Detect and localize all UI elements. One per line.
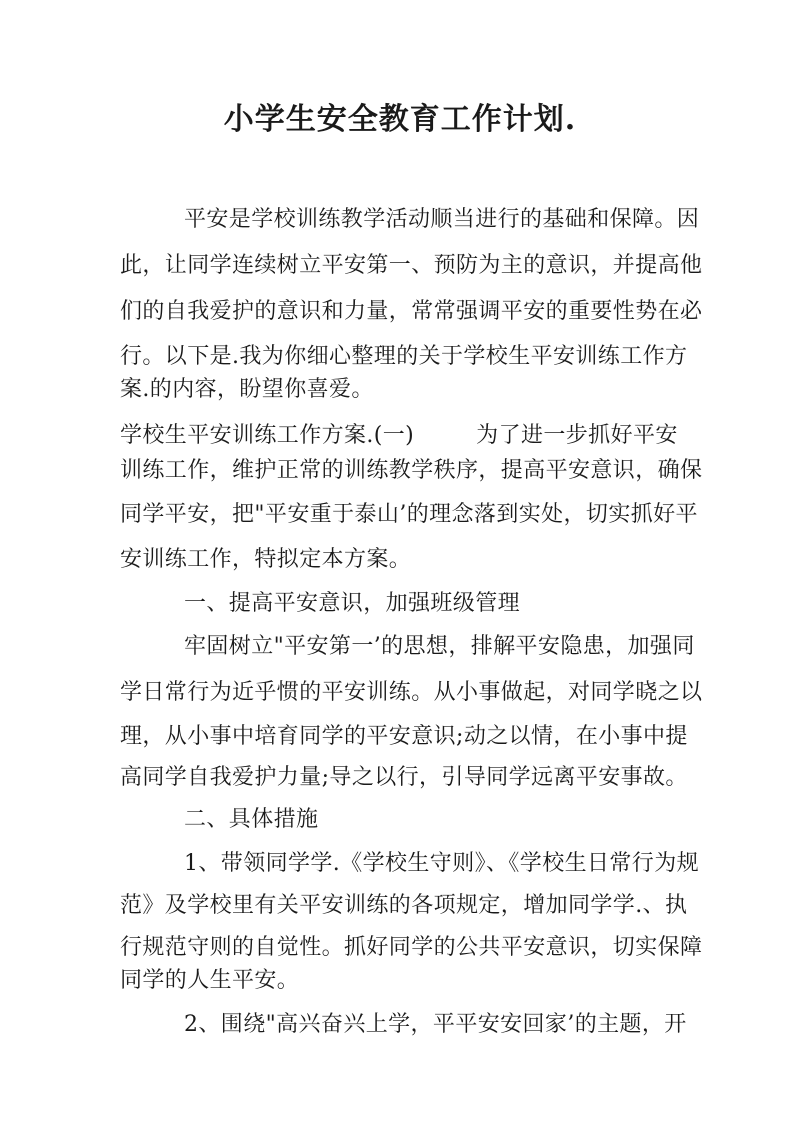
paragraph-line: 学日常行为近乎惯的平安训练。从小事做起，对同学晓之以	[120, 680, 703, 705]
section-heading: 学校生平安训练工作方案.(一)	[120, 423, 415, 448]
paragraph-line: 行。以下是.我为你细心整理的关于学校生平安训练工作方	[120, 344, 688, 369]
paragraph-line: 2、围绕"高兴奋兴上学，平平安安回家’的主题，开	[184, 1012, 687, 1037]
paragraph-line: 范》及学校里有关平安训练的各项规定，增加同学学.、执	[120, 893, 688, 918]
paragraph-line: 同学的人生平安。	[120, 968, 300, 993]
paragraph-line: 1、带领同学学.《学校生守则》、《学校生日常行为规	[184, 851, 699, 876]
paragraph-line: 行规范守则的自觉性。抓好同学的公共平安意识，切实保障	[120, 935, 703, 960]
paragraph-line: 案.的内容，盼望你喜爱。	[120, 377, 374, 402]
paragraph-line: 训练工作，维护正常的训练教学秩序，提高平安意识，确保	[120, 458, 703, 483]
paragraph-line: 牢固树立"平安第一’的思想，排解平安隐患，加强同	[184, 634, 695, 659]
paragraph-line: 同学平安，把"平安重于泰山’的理念落到实处，切实抓好平	[120, 502, 698, 527]
document-title: 小学生安全教育工作计划.	[223, 102, 577, 137]
paragraph-line: 平安是学校训练教学活动顺当进行的基础和保障。因	[184, 207, 700, 232]
section-heading: 一、提高平安意识，加强班级管理	[184, 591, 521, 616]
paragraph-line: 高同学自我爱护力量;导之以行，引导同学远离平安事故。	[120, 765, 688, 790]
paragraph-line	[120, 421, 690, 451]
paragraph-text: 为了进一步抓好平安	[476, 423, 678, 448]
paragraph-line: 安训练工作，特拟定本方案。	[120, 547, 412, 572]
paragraph-line: 们的自我爱护的意识和力量，常常强调平安的重要性势在必	[120, 299, 703, 324]
section-heading: 二、具体措施	[184, 807, 319, 832]
paragraph-line: 理，从小事中培育同学的平安意识;动之以情，在小事中提	[120, 724, 688, 749]
paragraph-line: 此，让同学连续树立平安第一、预防为主的意识，并提高他	[120, 253, 703, 278]
